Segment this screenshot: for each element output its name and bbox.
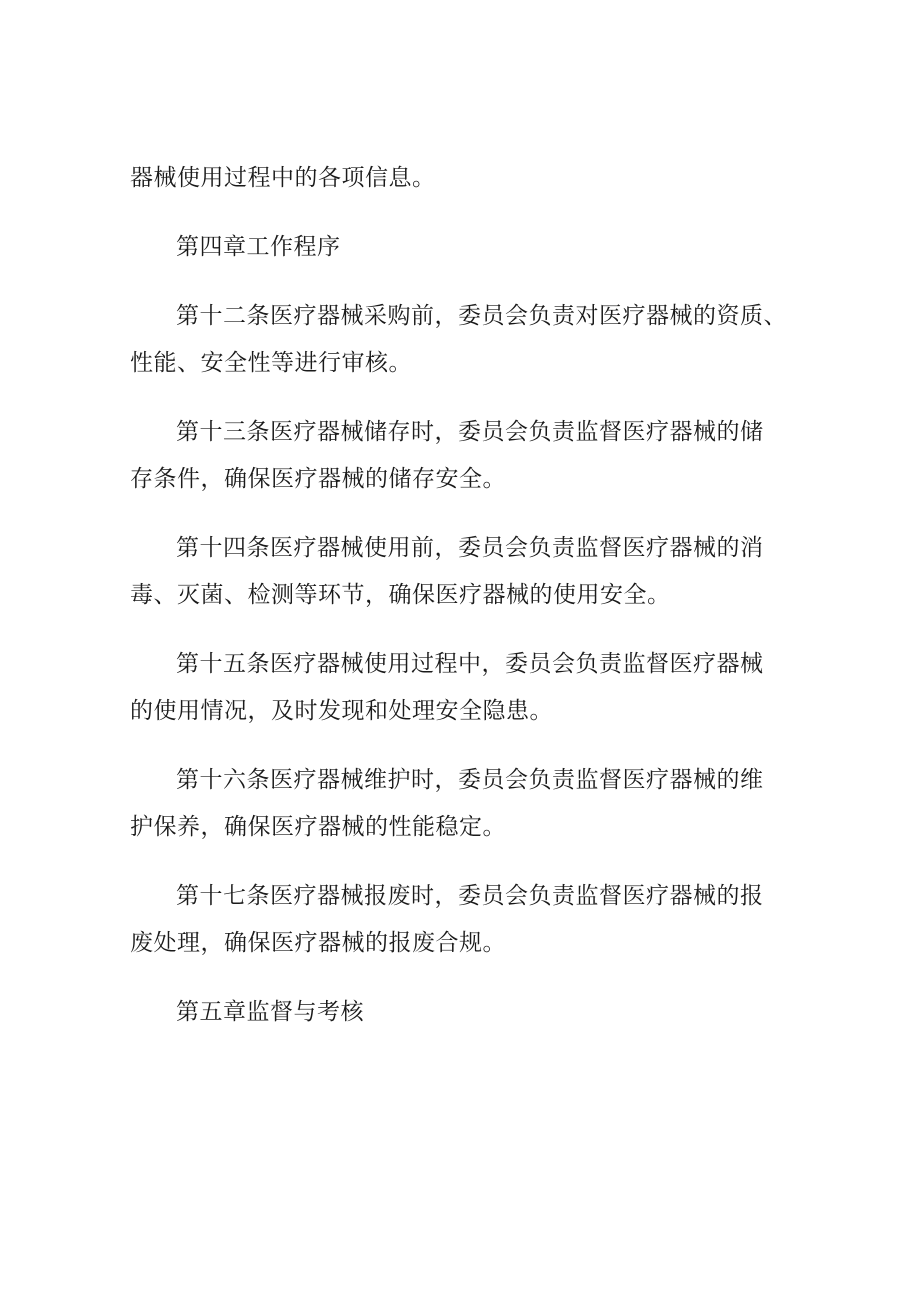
article-12-line-2: 性能、安全性等进行审核。 bbox=[130, 350, 412, 376]
article-13-line-1: 第十三条医疗器械储存时，委员会负责监督医疗器械的储 bbox=[176, 419, 764, 445]
chapter-5-heading: 第五章监督与考核 bbox=[176, 999, 364, 1025]
article-12-line-1: 第十二条医疗器械采购前，委员会负责对医疗器械的资质、 bbox=[176, 303, 787, 329]
article-15 bbox=[130, 641, 795, 735]
article-17-line-2: 废处理，确保医疗器械的报废合规。 bbox=[130, 930, 506, 956]
continuation-text: 器械使用过程中的各项信息。 bbox=[130, 165, 436, 191]
article-14-line-2: 毒、灭菌、检测等环节，确保医疗器械的使用安全。 bbox=[130, 582, 671, 608]
article-15-line-1: 第十五条医疗器械使用过程中，委员会负责监督医疗器械 bbox=[176, 651, 764, 677]
article-15-line-2: 的使用情况，及时发现和处理安全隐患。 bbox=[130, 698, 553, 724]
article-14 bbox=[130, 525, 795, 619]
article-14-line-1: 第十四条医疗器械使用前，委员会负责监督医疗器械的消 bbox=[176, 535, 764, 561]
article-13-line-2: 存条件，确保医疗器械的储存安全。 bbox=[130, 466, 506, 492]
article-17-line-1: 第十七条医疗器械报废时，委员会负责监督医疗器械的报 bbox=[176, 883, 764, 909]
article-16-line-2: 护保养，确保医疗器械的性能稳定。 bbox=[130, 814, 506, 840]
article-12 bbox=[130, 293, 795, 387]
article-17 bbox=[130, 873, 795, 967]
article-16-line-1: 第十六条医疗器械维护时，委员会负责监督医疗器械的维 bbox=[176, 767, 764, 793]
article-16 bbox=[130, 757, 795, 851]
article-13 bbox=[130, 409, 795, 503]
chapter-4-heading: 第四章工作程序 bbox=[176, 234, 341, 260]
document-body bbox=[130, 155, 795, 1036]
